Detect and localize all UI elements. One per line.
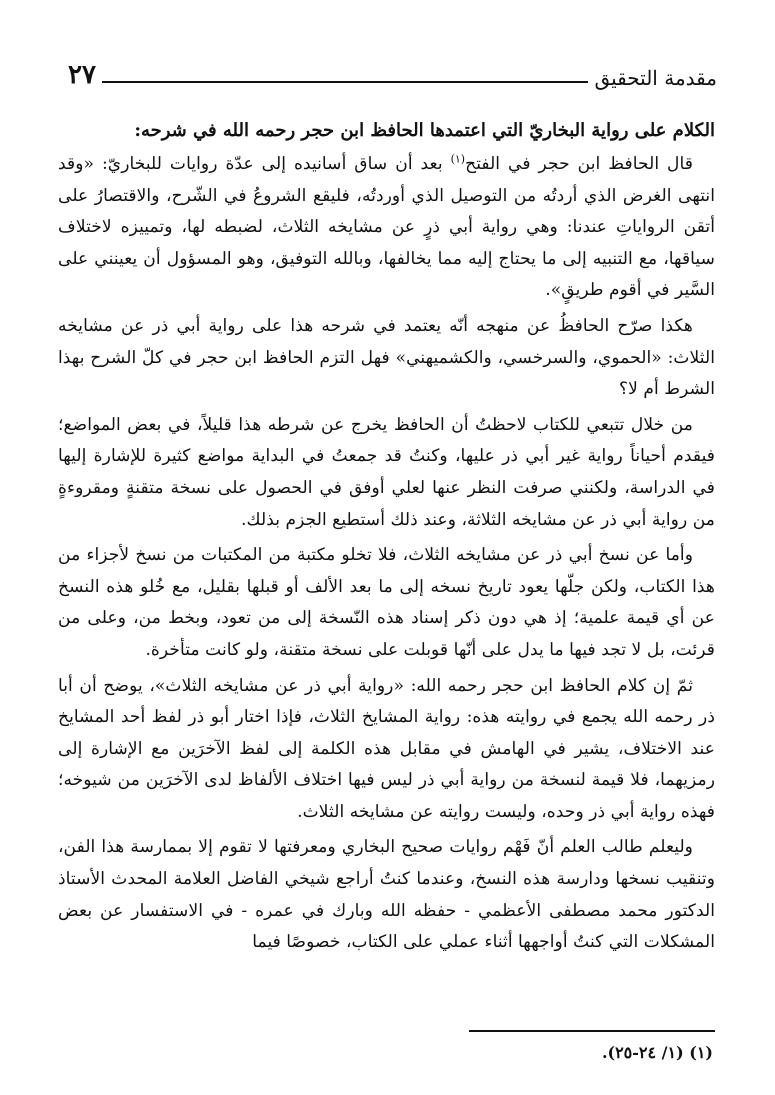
page-number: ٢٧ xyxy=(68,60,96,90)
page-body xyxy=(58,115,715,963)
section-heading: الكلام على رواية البخاريّ التي اعتمدها الحافظ ابن حجر رحمه الله في شرحه: xyxy=(134,120,715,141)
running-header xyxy=(68,54,717,88)
header-rule xyxy=(102,81,589,83)
header-title: مقدمة التحقيق xyxy=(594,66,717,90)
paragraph-5: ثمّ إن كلام الحافظ ابن حجر رحمه الله: «رواية أبي ذر عن مشايخه الثلاث»، يوضح أن أبا ذر رحمه الله يجمع في روايته هذه: رواية المشايخ الثلاث، فإذا اختار أبو ذر لفظ أحد المشايخ عند الاختلاف، يشير في الهامش في مقابل هذه الكلمة إلى لفظ الآخرَين مع الإشارة إلى رمزيهما، فلا قيمة لنسخة من رواية أبي ذر ليس فيها اختلاف الألفاظ لدى الآخرَين من شيوخه؛ فهذه رواية أبي ذر وحده، وليست روايته عن مشايخه الثلاث. xyxy=(58,675,715,822)
footnote: (١) (١/ ٢٤-٢٥). xyxy=(601,1043,713,1062)
paragraph-1-start: قال الحافظ ابن حجر في الفتح xyxy=(465,154,693,174)
footnote-separator xyxy=(469,1030,715,1032)
paragraph-6: وليعلم طالب العلم أنّ فَهْم روايات صحيح البخاري ومعرفتها لا تقوم إلا بممارسة هذا الفن، وتنقيب نسخها ودارسة هذه النسخ، وعندما كنتُ أراجع شيخي الفاضل العلامة المحدث الأستاذ الدكتور محمد مصطفى الأعظمي - حفظه الله وبارك في عمره - في الاستفسار عن بعض المشكلات التي كنتُ أواجهها أثناء عملي على الكتاب، خصوصًا فيما xyxy=(58,837,715,953)
paragraph-3: من خلال تتبعي للكتاب لاحظتُ أن الحافظ يخرج عن شرطه هذا قليلاً، في بعض المواضع؛ فيقدم أحياناً رواية غير أبي ذر عليها، وكنتُ قد جمعتُ في البداية مواضع كثيرة للإشارة إليها في الدراسة، ولكنني صرفت النظر عنها لعلي أوفق في الحصول على نسخة متقنةٍ ومقروءةٍ من رواية أبي ذر عن مشايخه الثلاثة، وعند ذلك أستطيع الجزم بذلك. xyxy=(58,414,715,530)
footnote-reference: (١) xyxy=(450,152,466,166)
paragraph-2: هكذا صرّح الحافظُ عن منهجه أنّه يعتمد في شرحه هذا على رواية أبي ذر عن مشايخه الثلاث: «الحموي، والسرخسي، والكشميهني» فهل التزم الحافظ ابن حجر في كلّ الشرح بهذا الشرط أم لا؟ xyxy=(58,315,715,400)
paragraph-1-rest: بعد أن ساق أسانيده إلى عدّة روايات للبخاريّ: «وقد انتهى الغرض الذي أردتُه من التوصيل الذي أوردتُه، فليقع الشروعُ في الشّرح، والاقتصارُ على أتقن الرواياتِ عندنا: وهي رواية أبي ذرٍ عن مشايخه الثلاث، لضبطه لها، وتمييزه لاختلاف سياقها، مع التنبيه إلى ما يحتاج إليه مما يخالفها، وبالله التوفيق، وهو المسؤول أن يعينني على السَّير في أقوم طريقٍ». xyxy=(58,154,715,301)
paragraph-4: وأما عن نسخ أبي ذر عن مشايخه الثلاث، فلا تخلو مكتبة من المكتبات من نسخ لأجزاء من هذا الكتاب، ولكن جلّها يعود تاريخ نسخه إلى ما بعد الألف أو قبلها بقليل، مع خُلو هذه النسخ عن أي قيمة علمية؛ إذ هي دون ذكر إسناد هذه النّسخة إلى من تعود، وبخط من، وعلى من قرئت، بل لا تجد فيها ما يدل على أنّها قوبلت على نسخة متقنة، ولو كانت متأخرة. xyxy=(58,545,715,660)
paragraph-1 xyxy=(58,149,715,307)
